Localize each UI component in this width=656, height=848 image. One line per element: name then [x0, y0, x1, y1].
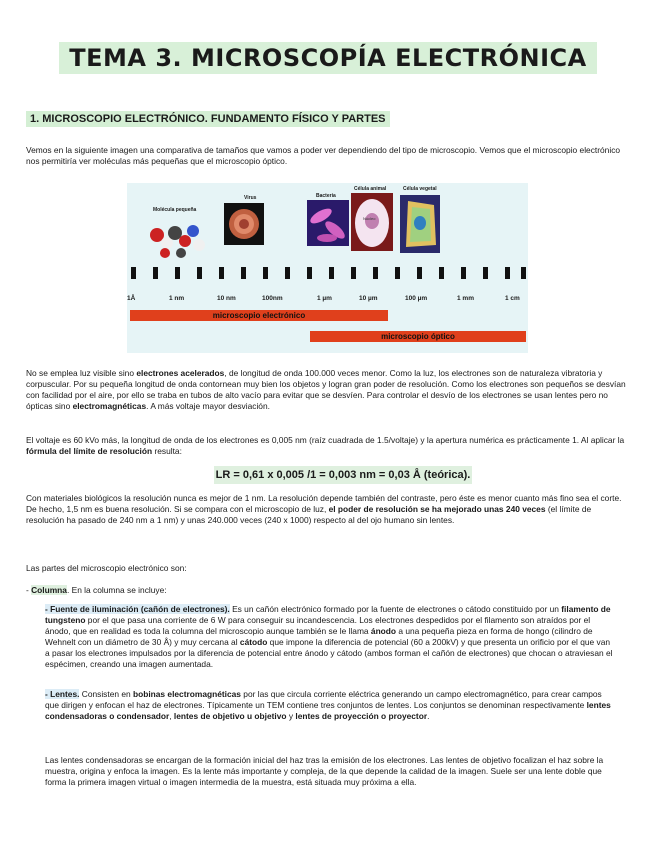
tick-label: 1 cm	[505, 295, 520, 302]
text: .	[427, 711, 430, 721]
figure-label-bacteria: Bacteria	[316, 193, 336, 199]
tick-label: 1Å	[127, 295, 136, 302]
lentes-label: - Lentes.	[45, 689, 80, 699]
scale-ruler	[127, 263, 527, 279]
paragraph-resolution	[26, 493, 630, 526]
tick-label: 1 mm	[457, 295, 474, 302]
text: y	[286, 711, 296, 721]
plant-cell-image	[400, 195, 440, 253]
fuente-paragraph	[45, 604, 615, 670]
text: resulta:	[152, 446, 182, 456]
bold-text: filamento de tungsteno	[45, 604, 611, 625]
figure-label-plant-cell: Célula vegetal	[403, 186, 437, 192]
bar-electron-microscope: microscopio electrónico	[130, 310, 388, 321]
text: No se emplea luz visible sino	[26, 368, 137, 378]
virus-image	[224, 203, 264, 245]
bold-text: el poder de resolución se ha mejorado unas 240 veces	[328, 504, 546, 514]
tick-label: 1 µm	[317, 295, 332, 302]
bold-text: fórmula del límite de resolución	[26, 446, 153, 456]
page-title	[0, 42, 656, 74]
text: ,	[169, 711, 174, 721]
bold-text: lentes de objetivo u objetivo	[173, 711, 287, 721]
nucleus-label: Núcleo	[363, 216, 376, 221]
figure-label-virus: Virus	[244, 195, 257, 201]
figure-label-animal-cell: Célula animal	[354, 186, 387, 192]
columna-label: Columna	[31, 585, 67, 595]
scale-ticks	[127, 295, 528, 305]
tick-label: 1 nm	[169, 295, 185, 302]
bacteria-image	[307, 200, 349, 246]
text: Consisten en	[79, 689, 133, 699]
bold-text: cátodo	[239, 637, 268, 647]
section-heading-text: 1. MICROSCOPIO ELECTRÓNICO. FUNDAMENTO FÍSICO Y PARTES	[26, 111, 390, 127]
section-heading	[26, 113, 390, 125]
columna-item	[26, 585, 630, 596]
tick-label: 100nm	[262, 295, 283, 302]
tick-label: 100 µm	[405, 295, 428, 302]
text: que impone la diferencia de potencial (60 a 200kV) y que presenta un orificio por el que van a pasar los electrones impulsados por la diferencia de potencial entre ánodo y cátodo (ambos forman el cañón de electrones) que chocan o atraviesan el espécimen, creando una imagen aumentada.	[45, 637, 613, 669]
bold-text: ánodo	[370, 626, 397, 636]
text: El voltaje es 60 kVo más, la longitud de onda de los electrones es 0,005 nm (raíz cuadrada de 1.5/voltaje) y la apertura numérica es prácticamente 1. Al aplicar la	[26, 435, 625, 445]
bold-text: bobinas electromagnéticas	[132, 689, 241, 699]
text: -	[26, 585, 32, 595]
text: Es un cañón electrónico formado por la fuente de electrones o cátodo constituido por un	[229, 604, 562, 614]
lentes-paragraph	[45, 689, 615, 722]
intro-paragraph: Vemos en la siguiente imagen una comparativa de tamaños que vamos a poder ver dependiendo del tipo de microscopio. Vemos que el microscopio electrónico nos permitiría ver moléculas más pequeñas que el microscopio óptico.	[26, 145, 621, 166]
tick-label: 10 µm	[359, 295, 378, 302]
page-title-text: TEMA 3. MICROSCOPÍA ELECTRÓNICA	[59, 42, 596, 74]
tick-label: 10 nm	[217, 295, 236, 302]
text: por las que circula corriente eléctrica generando un campo electromagnético, para crear campos que dirigen y enfocan el haz de electrones. Típicamente un TEM contiene tres conjuntos de lentes. Los conjuntos se denominan respectivamente	[45, 689, 602, 710]
bold-text: lentes de proyección o proyector	[295, 711, 428, 721]
bold-text: electromagnéticas	[72, 401, 147, 411]
animal-cell-image	[351, 193, 393, 251]
last-paragraph: Las lentes condensadoras se encargan de la formación inicial del haz tras la emisión de los electrones. Las lentes de objetivo focalizan el haz sobre la muestra, origina y enfoca la imagen. Es la lente más importante y compleja, de la que depende la calidad de la imagen. Suele ser una lente doble que forma la primera imagen virtual o imagen intermedia de la muestra, está situada muy próxima a ella.	[45, 755, 604, 787]
text: . A más voltaje mayor desviación.	[146, 401, 270, 411]
parts-intro: Las partes del microscopio electrónico son:	[26, 563, 187, 573]
fuente-label: - Fuente de iluminación (cañón de electrones).	[45, 604, 230, 614]
text: Con materiales biológicos la resolución nunca es mejor de 1 nm. La resolución depende también del contraste, pero éste es menor cuanto más fino sea el corte. De hecho, 1,5 nm es buena resolución. Si se compara con el microscopio de luz,	[26, 493, 622, 514]
text: por el que pasa una corriente de 6 W para conseguir su incandescencia. Los electrones despedidos por el filamento son atraídos por el ánodo, que en realidad es toda la columna del microscopio aunque también se le llama	[45, 615, 591, 636]
figure-label-molecule: Molécula pequeña	[153, 207, 197, 213]
bold-text: electrones acelerados	[136, 368, 225, 378]
bar-optical-microscope: microscopio óptico	[310, 331, 526, 342]
text: a una pequeña pieza en forma de hongo (cilindro de Wehnelt con un diámetro de 30 Å) y muy cercana al	[45, 626, 593, 647]
paragraph-electrons	[26, 368, 630, 412]
formula-box: LR = 0,61 x 0,005 /1 = 0,003 nm = 0,03 Å (teórica).	[214, 466, 472, 484]
paragraph-voltage	[26, 435, 630, 457]
text: (el límite de resolución ha pasado de 240 nm a 1 nm) y unas 240.000 veces (240 x 1000) respecto al del ojo humano sin lentes.	[26, 504, 592, 525]
molecule-image	[145, 215, 209, 263]
size-comparison-figure	[127, 183, 528, 353]
text: . En la columna se incluye:	[66, 585, 167, 595]
bold-text: lentes condensadoras o condensador	[45, 700, 611, 721]
text: , de longitud de onda 100.000 veces menor. Como la luz, los electrones son de naturaleza vibratoria y corpuscular. Por su pequeña longitud de onda contornean muy bien los objetos y logran gran poder de resolución. Como los electrones son pequeños se desvían con facilidad por el aire, por ello se traba en tubos de alto vacío para evitar que se desvíen. Para controlar el desvío de los electrones se usan lentes pero no ópticas sino	[26, 368, 626, 411]
